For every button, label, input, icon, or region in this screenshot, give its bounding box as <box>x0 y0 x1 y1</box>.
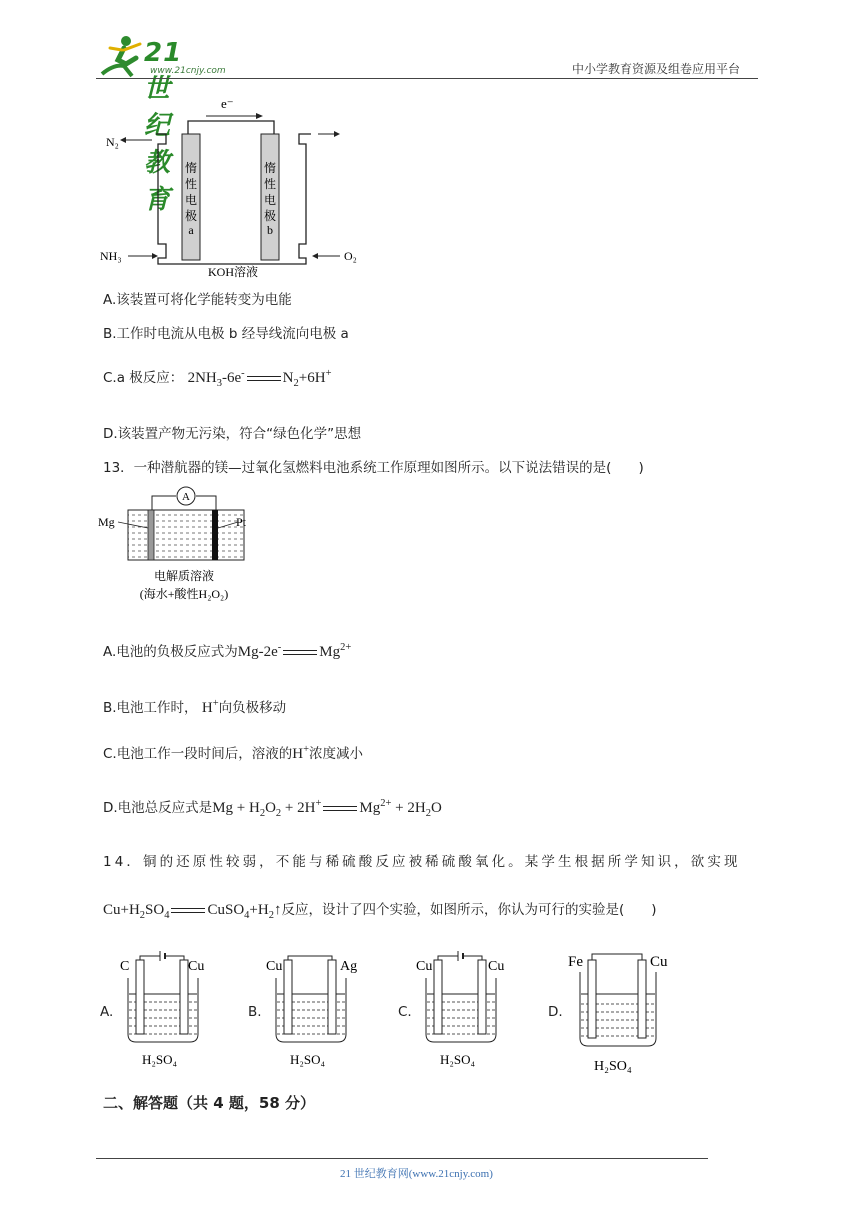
q12-option-b: B.工作时电流从电极 b 经导线流向电极 a <box>103 326 349 342</box>
runner-logo-icon <box>96 34 148 78</box>
section-title: 二、解答题（共 4 题，58 分） <box>103 1094 315 1112</box>
o2-label: O₂ <box>344 249 357 263</box>
fuel-cell-figure <box>96 94 376 279</box>
svg-text:Ag: Ag <box>340 959 358 974</box>
q14-stem-line2: $Cu+H_2SO_4$ $CuSO_4+H_2↑$反应，设计了四个实验，如图所示，你认为可行的实验是( ) <box>103 902 657 921</box>
svg-text:Cu: Cu <box>266 959 283 974</box>
svg-text:H₂SO₄: H₂SO₄ <box>440 1052 476 1067</box>
svg-text:电: 电 <box>184 193 198 207</box>
svg-text:H₂SO₄: H₂SO₄ <box>594 1059 632 1074</box>
nh3-label: NH₃ <box>100 249 122 263</box>
svg-text:b: b <box>267 223 273 237</box>
q14-option-c: C. Cu Cu H₂SO₄ <box>398 950 518 1080</box>
logo-text: 21世纪教育 <box>144 38 183 215</box>
svg-text:Cu: Cu <box>416 959 433 974</box>
electrolyte-caption-2: (海水+酸性H₂O₂) <box>139 587 229 601</box>
electrolyte-caption: 电解质溶液 <box>153 569 215 583</box>
pt-label: Pt <box>236 515 247 529</box>
q13-option-b: B.电池工作时， H+向负极移动 <box>103 698 287 716</box>
q13-stem: 13．一种潜航器的镁—过氧化氢燃料电池系统工作原理如图所示。以下说法错误的是( ) <box>103 460 644 476</box>
q12-option-a: A.该装置可将化学能转变为电能 <box>103 292 292 308</box>
q13-option-c: C.电池工作一段时间后，溶液的H+浓度减小 <box>103 744 363 762</box>
mg-label: Mg <box>98 515 115 529</box>
header-platform-text: 中小学教育资源及组卷应用平台 <box>572 62 741 76</box>
q12-c-equation: $2NH_3-6e^-$ $N_2+6H^+$ <box>187 368 332 389</box>
svg-text:A: A <box>182 491 190 503</box>
q13-option-d: D.电池总反应式是$Mg + H_2O_2 + 2H^+$ $Mg^{2+} + 2H_2O$ <box>103 798 442 819</box>
svg-text:a: a <box>188 223 194 237</box>
q12-option-c: C.a 极反应： $2NH_3-6e^-$ $N_2+6H^+$ <box>103 368 332 389</box>
q12-option-d: D.该装置产物无污染，符合“绿色化学”思想 <box>103 426 362 442</box>
svg-text:Cu: Cu <box>188 959 205 974</box>
svg-text:Fe: Fe <box>568 954 583 970</box>
svg-text:性: 性 <box>263 177 277 191</box>
footer-divider <box>96 1158 708 1159</box>
q14-option-b: B. Cu Ag H₂SO₄ <box>248 950 368 1080</box>
svg-text:性: 性 <box>184 177 198 191</box>
svg-text:极: 极 <box>184 209 198 223</box>
svg-text:Cu: Cu <box>488 959 505 974</box>
header-divider <box>96 78 758 79</box>
svg-text:C: C <box>120 959 130 974</box>
n2-label: N₂ <box>106 135 119 149</box>
q14-option-d: D. Fe Cu H₂SO₄ <box>548 954 668 1074</box>
koh-label: KOH溶液 <box>208 265 258 279</box>
q14-option-a: A. C Cu H₂SO₄ <box>100 950 220 1080</box>
svg-text:H₂SO₄: H₂SO₄ <box>142 1052 178 1067</box>
svg-text:H₂SO₄: H₂SO₄ <box>290 1052 326 1067</box>
logo-url: www.21cnjy.com <box>150 66 226 76</box>
q13-option-a: A.电池的负极反应式为Mg-2e- $Mg^{2+}$ <box>103 642 352 660</box>
svg-text:Cu: Cu <box>650 954 668 970</box>
electron-label: e⁻ <box>221 96 234 111</box>
svg-text:惰: 惰 <box>263 161 277 175</box>
footer-text: 21 世纪教育网(www.21cnjy.com) <box>340 1168 493 1180</box>
q14-stem-line1: 14．铜的还原性较弱，不能与稀硫酸反应被稀硫酸氧化。某学生根据所学知识，欲实现 <box>103 854 741 870</box>
svg-text:极: 极 <box>263 209 277 223</box>
svg-text:电: 电 <box>263 193 277 207</box>
svg-text:惰: 惰 <box>184 161 198 175</box>
mg-h2o2-cell-figure <box>96 482 266 606</box>
